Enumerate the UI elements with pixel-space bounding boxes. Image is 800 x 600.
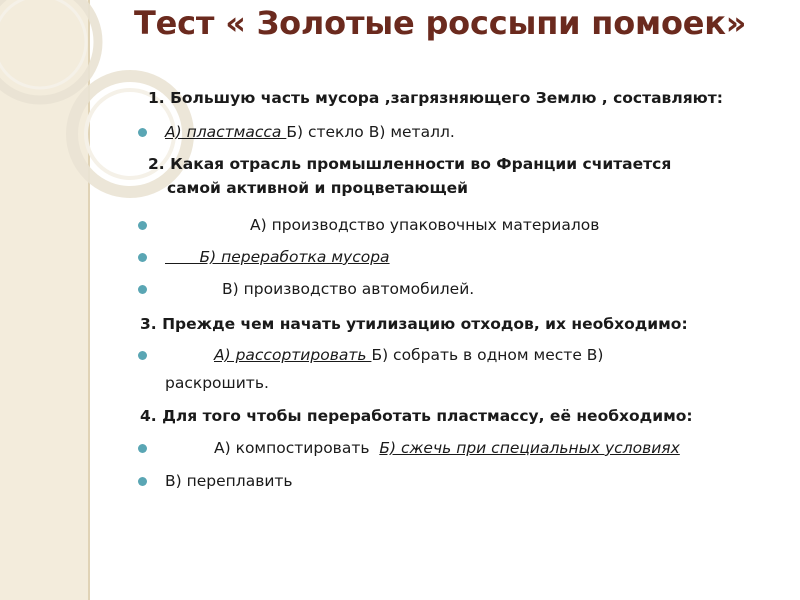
q2-answer-b-underline-pad (165, 248, 200, 266)
bullet-icon (138, 477, 147, 486)
q2-answer-c: В) производство автомобилей. (222, 280, 475, 298)
bullet-icon (138, 285, 147, 294)
q1-other-answers: Б) стекло В) металл. (286, 123, 455, 141)
q1-answers (165, 120, 455, 144)
q4-answer-a: А) компостировать (214, 439, 380, 457)
q3-answers (214, 343, 603, 367)
q4-correct-answer: Б) сжечь при специальных условиях (379, 439, 680, 457)
bullet-icon (138, 351, 147, 360)
bullet-icon (138, 128, 147, 137)
bullet-icon (138, 253, 147, 262)
question-1: 1. Большую часть мусора ,загрязняющего Землю , составляют: (148, 89, 723, 107)
question-4: 4. Для того чтобы переработать пластмассу, её необходимо: (140, 407, 693, 425)
q2-correct-answer: Б) переработка мусора (199, 248, 390, 266)
q2-answer-b-row (165, 245, 390, 269)
bullet-icon (138, 444, 147, 453)
q3-other-answers: Б) собрать в одном месте В) (371, 346, 604, 364)
q4-answer-b: В) переплавить (165, 472, 293, 490)
question-2-line-1: 2. Какая отрасль промышленности во Франции считается (148, 155, 672, 173)
bullet-icon (138, 221, 147, 230)
page-title: Тест « Золотые россыпи помоек» (134, 4, 747, 42)
question-2-line-2: самой активной и процветающей (167, 179, 469, 197)
q3-answers-line-2: раскрошить. (165, 374, 269, 392)
q3-correct-answer: А) рассортировать (214, 346, 372, 364)
q4-answers (214, 436, 680, 460)
q2-answer-a: А) производство упаковочных материалов (250, 216, 600, 234)
q1-correct-answer: А) пластмасса (165, 123, 287, 141)
question-3: 3. Прежде чем начать утилизацию отходов, их необходимо: (140, 315, 688, 333)
